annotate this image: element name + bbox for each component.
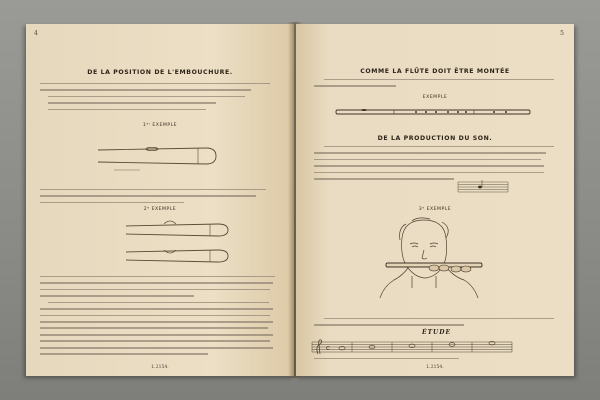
left-mid-paragraph [40,184,280,203]
right-page-footer: L 2154. [426,365,444,370]
flute-headjoint-diagram-2 [124,216,234,276]
right-sound-paragraph [314,141,556,180]
right-page-heading-2: DE LA PRODUCTION DU SON. [377,135,493,142]
left-body-paragraph [40,271,280,355]
right-page-heading: COMME LA FLÛTE DOIT ÊTRE MONTÉE [360,68,510,75]
right-etude-paragraph [314,313,556,326]
right-caption-example: EXEMPLE [422,95,448,100]
assembled-flute-diagram [334,104,534,120]
flute-headjoint-diagram-1 [94,136,224,176]
right-intro-paragraph [314,74,556,87]
left-intro-paragraph [40,78,280,110]
left-page-footer: L 2154. [151,365,169,370]
left-page-heading: DE LA POSITION DE L'EMBOUCHURE. [87,69,233,76]
left-page-number: 4 [34,30,38,37]
left-page [26,24,294,376]
right-page [296,24,574,376]
left-caption-example-1: 1ᵉʳ EXEMPLE [142,123,178,128]
right-closing-paragraph [314,353,556,359]
svg-text:c: c [326,344,330,352]
flutist-portrait-illustration [372,214,484,304]
etude-title: ÉTUDE [422,329,452,336]
right-caption-example-3: 3ᵉ EXEMPLE [418,207,452,212]
right-page-number: 5 [560,30,564,37]
inline-music-notation [458,180,508,192]
left-caption-example-2: 2ᵉ EXEMPLE [143,207,177,212]
